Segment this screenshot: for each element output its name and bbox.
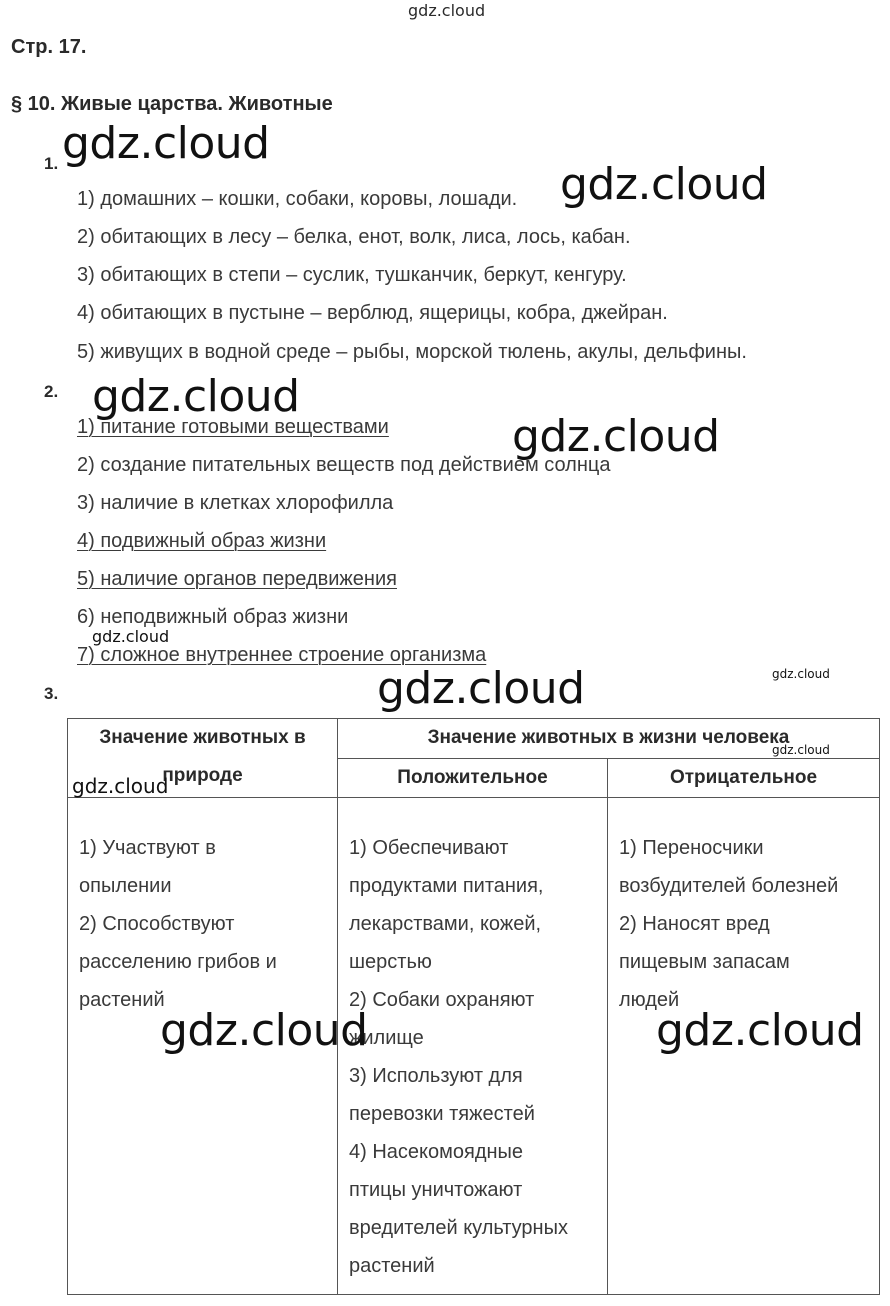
q1-line-4: 4) обитающих в пустыне – верблюд, ящерицы, кобра, джейран. xyxy=(77,302,668,324)
watermark-big: gdz.cloud xyxy=(160,1005,368,1056)
q2-item-1: 1) питание готовыми веществами xyxy=(77,416,389,438)
positive-line: жилище xyxy=(349,1027,424,1049)
header-negative: Отрицательное xyxy=(608,758,880,798)
positive-line: 1) Обеспечивают xyxy=(349,837,509,859)
positive-line: 2) Собаки охраняют xyxy=(349,989,535,1011)
q2-item-7: 7) сложное внутреннее строение организма xyxy=(77,644,487,666)
q1-line-3: 3) обитающих в степи – суслик, тушканчик, беркут, кенгуру. xyxy=(77,264,627,286)
cell-positive xyxy=(338,798,608,1295)
negative-line: 2) Наносят вред xyxy=(619,913,770,935)
watermark-big: gdz.cloud xyxy=(656,1005,864,1056)
watermark-big: gdz.cloud xyxy=(377,663,585,714)
header-nature-line-1: Значение животных в xyxy=(99,727,306,748)
positive-line: 3) Используют для xyxy=(349,1065,523,1087)
question-3-number: 3. xyxy=(44,684,59,703)
negative-line: возбудителей болезней xyxy=(619,875,839,897)
q2-item-5: 5) наличие органов передвижения xyxy=(77,568,397,590)
page-reference: Стр. 17. xyxy=(11,36,87,58)
header-nature-line-2: природе xyxy=(162,765,243,786)
nature-line: 1) Участвуют в xyxy=(79,837,216,859)
watermark-big: gdz.cloud xyxy=(560,159,768,210)
q2-item-6: 6) неподвижный образ жизни xyxy=(77,606,349,628)
negative-line: людей xyxy=(619,989,680,1011)
positive-line: перевозки тяжестей xyxy=(349,1103,535,1125)
question-2-number: 2. xyxy=(44,382,59,401)
q1-line-1: 1) домашних – кошки, собаки, коровы, лошади. xyxy=(77,188,518,210)
positive-line: вредителей культурных xyxy=(349,1217,568,1239)
watermark-big: gdz.cloud xyxy=(512,411,720,462)
positive-line: 4) Насекомоядные xyxy=(349,1141,524,1163)
q2-item-3: 3) наличие в клетках хлорофилла xyxy=(77,492,394,514)
watermark-tiny: gdz.cloud xyxy=(772,667,830,681)
nature-line: расселению грибов и xyxy=(79,951,277,973)
negative-line: пищевым запасам xyxy=(619,951,790,973)
header-human: Значение животных в жизни человека xyxy=(338,719,880,759)
watermark-medium: gdz.cloud xyxy=(72,774,169,798)
question-1-number: 1. xyxy=(44,154,59,173)
positive-line: лекарствами, кожей, xyxy=(349,913,542,935)
watermark-big: gdz.cloud xyxy=(92,371,300,422)
negative-line: 1) Переносчики xyxy=(619,837,764,859)
watermark-top: gdz.cloud xyxy=(408,1,486,20)
positive-line: шерстью xyxy=(349,951,432,973)
nature-line: 2) Способствуют xyxy=(79,913,235,935)
watermark-big: gdz.cloud xyxy=(62,118,270,169)
q2-item-4: 4) подвижный образ жизни xyxy=(77,530,327,552)
positive-line: птицы уничтожают xyxy=(349,1179,523,1201)
positive-line: растений xyxy=(349,1255,435,1277)
nature-line: растений xyxy=(79,989,165,1011)
q1-line-5: 5) живущих в водной среде – рыбы, морской тюлень, акулы, дельфины. xyxy=(77,341,747,363)
nature-line: опылении xyxy=(79,875,172,897)
section-title: § 10. Живые царства. Животные xyxy=(11,93,333,115)
q2-item-2: 2) создание питательных веществ под действием солнца xyxy=(77,454,611,476)
positive-line: продуктами питания, xyxy=(349,875,544,897)
watermark-tiny: gdz.cloud xyxy=(772,743,830,757)
header-positive: Положительное xyxy=(338,758,608,798)
watermark-small: gdz.cloud xyxy=(92,627,170,646)
q1-line-2: 2) обитающих в лесу – белка, енот, волк, лиса, лось, кабан. xyxy=(77,226,631,248)
